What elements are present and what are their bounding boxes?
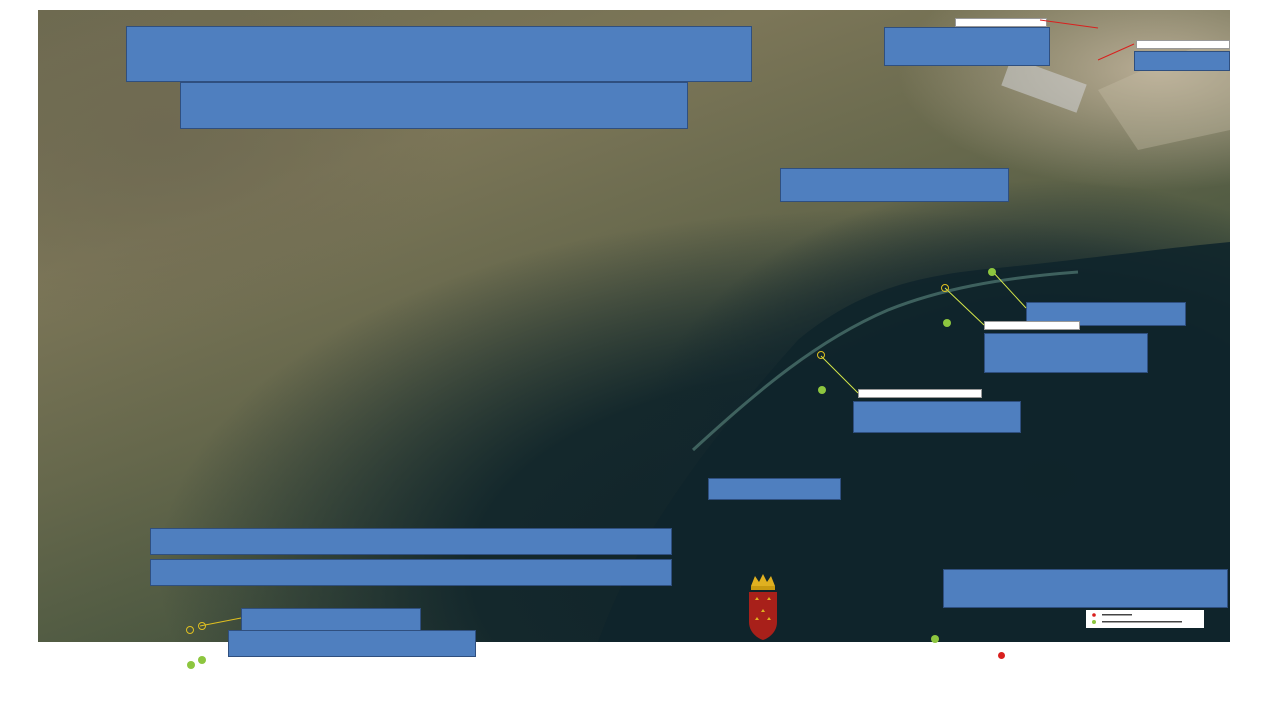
discharge-point-marker [186,626,194,634]
discharge-point-marker [198,622,206,630]
legend-symbols [1086,610,1204,628]
control-point-marker [818,386,826,394]
discharge-point-marker [817,351,825,359]
discharge-point-marker [941,284,949,292]
control-point-marker [198,656,206,664]
control-point-marker [943,319,951,327]
red-marker [998,652,1005,659]
control-point-marker [931,635,939,643]
control-point-marker [988,268,996,276]
control-point-marker [187,661,195,669]
map-legend [1086,610,1204,628]
region-crest-icon [745,572,781,640]
